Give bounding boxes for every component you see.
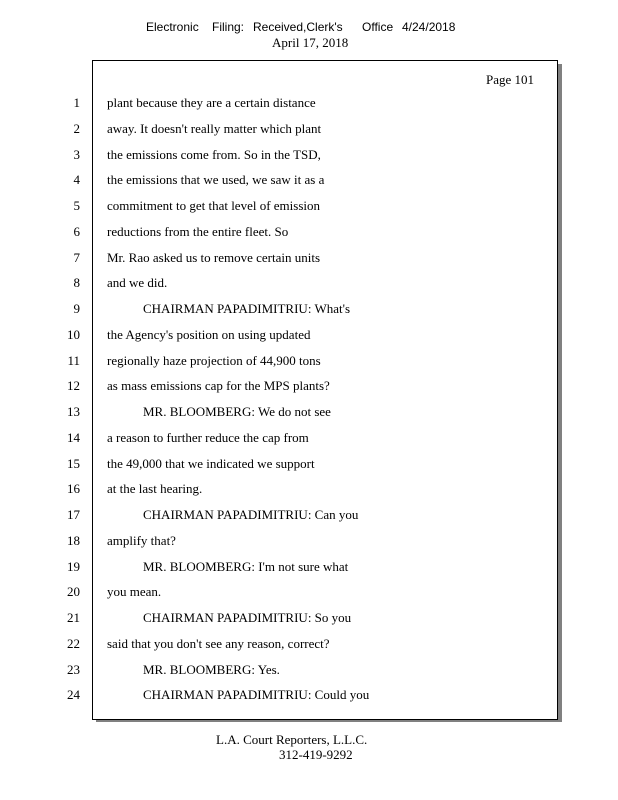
- line-number: 9: [73, 301, 80, 316]
- line-text: Mr. Rao asked us to remove certain units: [107, 249, 321, 265]
- line-text: away. It doesn't really matter which plant: [107, 120, 322, 136]
- line-number: 17: [67, 507, 80, 522]
- transcript-line: [0, 147, 618, 169]
- court-reporter-phone: 312-419-9292: [279, 747, 353, 762]
- line-number: 15: [67, 455, 80, 471]
- transcript-line: [0, 121, 618, 143]
- line-number: 18: [67, 532, 80, 548]
- line-text: plant because they are a certain distance: [107, 95, 316, 110]
- line-number: 5: [73, 198, 80, 213]
- transcript-line: [0, 559, 618, 581]
- filing-header: [0, 20, 618, 56]
- filing-word-received: Received,Clerk's: [253, 20, 343, 34]
- line-number: 12: [67, 378, 80, 394]
- line-text: the emissions that we used, we saw it as a: [107, 172, 325, 188]
- line-text: CHAIRMAN PAPADIMITRIU: Could you: [143, 687, 370, 703]
- line-number: 1: [73, 95, 80, 110]
- transcript-line: [0, 662, 618, 684]
- filing-word-electronic: Electronic: [146, 20, 199, 34]
- line-text: CHAIRMAN PAPADIMITRIU: Can you: [143, 507, 359, 522]
- transcript-line: [0, 430, 618, 452]
- line-text: the emissions come from. So in the TSD,: [107, 146, 321, 162]
- line-text: MR. BLOOMBERG: Yes.: [143, 661, 280, 677]
- transcript-line: [0, 172, 618, 194]
- transcript-line: [0, 687, 618, 709]
- line-text: the 49,000 that we indicated we support: [107, 455, 315, 471]
- line-number: 4: [73, 172, 80, 188]
- transcript-line: [0, 378, 618, 400]
- transcript-line: [0, 327, 618, 349]
- line-text: you mean.: [107, 584, 162, 600]
- line-text: said that you don't see any reason, correct?: [107, 635, 330, 651]
- line-number: 3: [73, 146, 80, 162]
- transcript-line: [0, 610, 618, 632]
- line-number: 23: [67, 661, 80, 677]
- line-text: at the last hearing.: [107, 481, 203, 497]
- line-text: reductions from the entire fleet. So: [107, 223, 289, 239]
- line-text: MR. BLOOMBERG: I'm not sure what: [143, 558, 349, 574]
- line-number: 21: [67, 610, 80, 625]
- line-number: 10: [67, 326, 80, 342]
- transcript-line: [0, 275, 618, 297]
- line-text: a reason to further reduce the cap from: [107, 429, 309, 445]
- transcript-line: [0, 456, 618, 478]
- line-number: 16: [67, 481, 80, 497]
- transcript-line: [0, 533, 618, 555]
- line-number: 13: [67, 404, 80, 419]
- page-number: Page 101: [486, 72, 535, 87]
- line-number: 8: [73, 275, 80, 291]
- line-text: CHAIRMAN PAPADIMITRIU: So you: [143, 610, 352, 625]
- transcript-line: [0, 250, 618, 272]
- line-text: as mass emissions cap for the MPS plants?: [107, 378, 330, 394]
- line-number: 24: [67, 687, 80, 703]
- transcript-line: [0, 584, 618, 606]
- line-text: commitment to get that level of emission: [107, 198, 321, 213]
- line-number: 19: [67, 558, 80, 574]
- transcript-line: [0, 481, 618, 503]
- line-number: 2: [73, 120, 80, 136]
- transcript-date: April 17, 2018: [272, 35, 349, 50]
- line-number: 11: [67, 352, 80, 368]
- line-number: 20: [67, 584, 80, 600]
- line-number: 14: [67, 429, 80, 445]
- line-text: amplify that?: [107, 532, 176, 548]
- transcript-line: [0, 301, 618, 323]
- line-text: the Agency's position on using updated: [107, 326, 311, 342]
- line-number: 6: [73, 223, 80, 239]
- transcript-line: [0, 224, 618, 246]
- filing-date: 4/24/2018: [402, 20, 456, 34]
- line-number: 22: [67, 635, 80, 651]
- transcript-line: [0, 507, 618, 529]
- transcript-line: [0, 198, 618, 220]
- court-reporter-name: L.A. Court Reporters, L.L.C.: [216, 732, 368, 747]
- transcript-line: [0, 95, 618, 117]
- transcript-line: [0, 404, 618, 426]
- transcript-line: [0, 636, 618, 658]
- line-text: MR. BLOOMBERG: We do not see: [143, 404, 331, 419]
- line-text: CHAIRMAN PAPADIMITRIU: What's: [143, 301, 350, 316]
- line-number: 7: [73, 249, 80, 265]
- line-text: regionally haze projection of 44,900 tons: [107, 352, 321, 368]
- transcript-line: [0, 353, 618, 375]
- filing-word-office: Office: [362, 20, 394, 34]
- line-text: and we did.: [107, 275, 168, 291]
- filing-word-filing: Filing:: [212, 20, 245, 34]
